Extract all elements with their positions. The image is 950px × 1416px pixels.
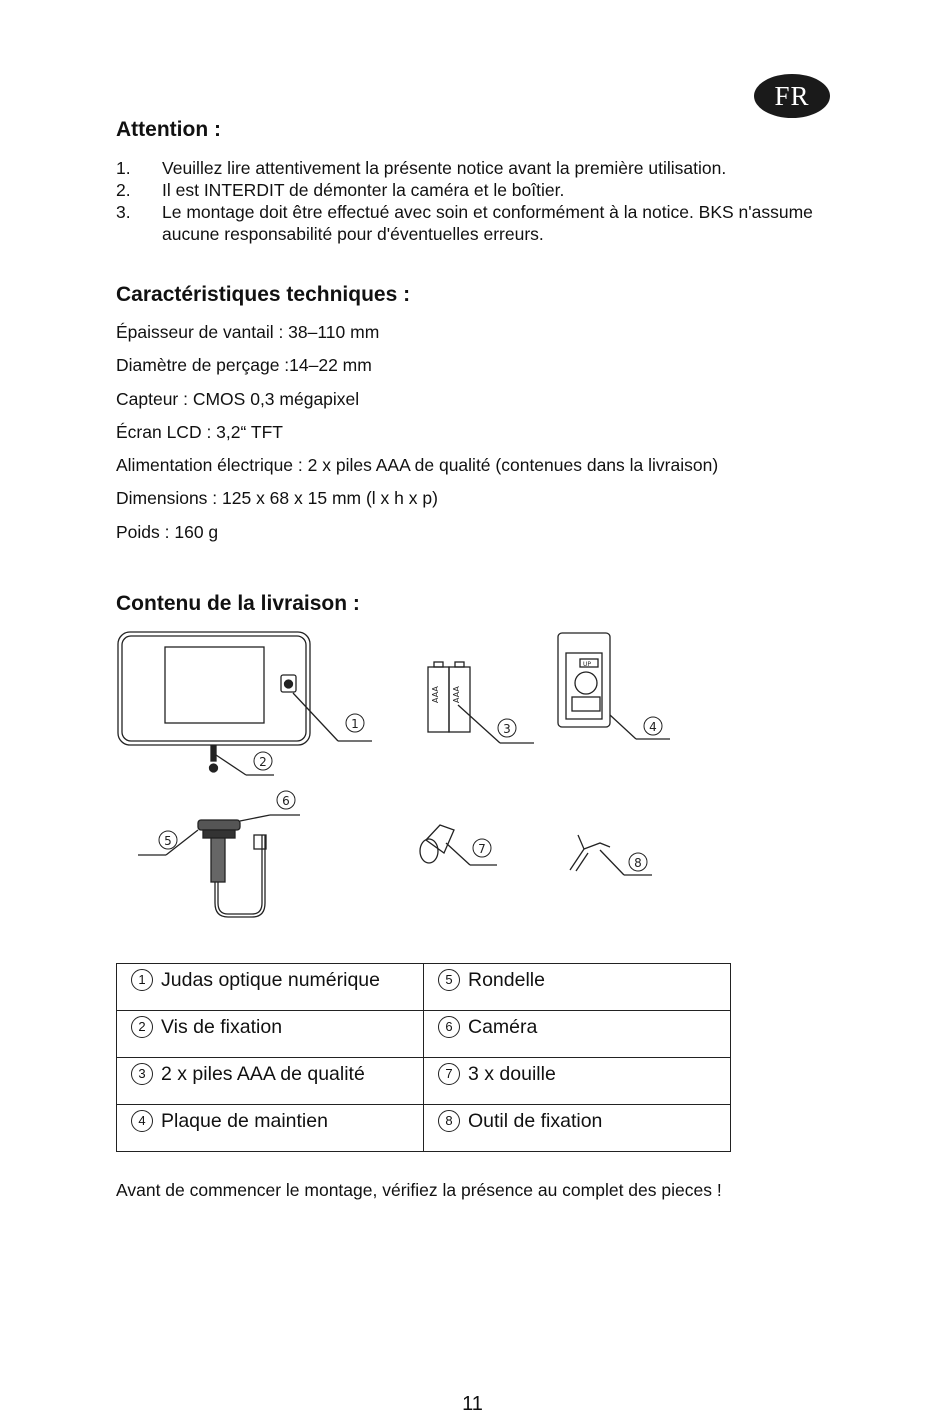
battery-label: AAA — [431, 686, 440, 703]
completeness-note: Avant de commencer le montage, vérifiez la présence au complet des pieces ! — [116, 1180, 722, 1200]
table-cell — [117, 1105, 424, 1152]
list-text: Le montage doit être effectué avec soin et conformément à la notice. BKS n'assume aucune responsabilité pour d'éventuelles erreurs. — [162, 202, 813, 244]
table-cell — [424, 1105, 731, 1152]
spec-line: Dimensions : 125 x 68 x 15 mm (l x h x p) — [116, 488, 438, 509]
callout-number: 2 — [259, 755, 267, 769]
spec-line: Écran LCD : 3,2“ TFT — [116, 421, 283, 442]
digital-viewer-drawing — [118, 632, 372, 745]
list-number: 3. — [116, 202, 131, 222]
table-cell — [424, 1011, 731, 1058]
callout-number: 8 — [634, 856, 642, 870]
table-row — [117, 1058, 731, 1105]
plate-label: UP — [583, 661, 592, 668]
camera-drawing — [138, 815, 300, 917]
specs-list — [116, 320, 718, 553]
callout-number: 7 — [478, 842, 486, 856]
spec-line: Diamètre de perçage :14–22 mm — [116, 355, 372, 376]
list-item — [116, 201, 836, 245]
table-cell — [424, 1058, 731, 1105]
table-row — [117, 964, 731, 1011]
callout-number: 1 — [351, 717, 359, 731]
spec-line: Capteur : CMOS 0,3 mégapixel — [116, 388, 360, 409]
item-number-badge: 5 — [438, 969, 460, 991]
item-label: Rondelle — [468, 969, 545, 991]
item-label: Plaque de maintien — [161, 1110, 328, 1132]
item-label: 2 x piles AAA de qualité — [161, 1063, 365, 1085]
item-label: Caméra — [468, 1016, 538, 1038]
table-cell — [117, 1011, 424, 1058]
item-number-badge: 8 — [438, 1110, 460, 1132]
callout-number: 6 — [282, 794, 290, 808]
list-text: Veuillez lire attentivement la présente notice avant la première utilisation. — [162, 158, 727, 178]
table-cell — [424, 964, 731, 1011]
callout-number: 5 — [164, 834, 172, 848]
attention-heading: Attention : — [116, 118, 221, 141]
item-label: Vis de fixation — [161, 1016, 283, 1038]
spec-line: Épaisseur de vantail : 38–110 mm — [116, 322, 380, 342]
list-number: 1. — [116, 158, 131, 178]
item-label: 3 x douille — [468, 1063, 556, 1085]
specs-heading: Caractéristiques techniques : — [116, 283, 411, 306]
item-number-badge: 7 — [438, 1063, 460, 1085]
callout-number: 3 — [503, 722, 511, 736]
page-number: 11 — [462, 1393, 483, 1415]
callout-number: 4 — [649, 720, 657, 734]
item-number-badge: 1 — [131, 969, 153, 991]
battery-label: AAA — [452, 686, 461, 703]
item-number-badge: 3 — [131, 1063, 153, 1085]
item-number-badge: 6 — [438, 1016, 460, 1038]
table-row — [117, 1105, 731, 1152]
item-label: Judas optique numérique — [161, 969, 380, 991]
table-cell — [117, 1058, 424, 1105]
parts-illustration — [110, 625, 690, 925]
spec-line: Poids : 160 g — [116, 521, 219, 542]
table-cell — [117, 964, 424, 1011]
list-item — [116, 157, 836, 179]
list-text: Il est INTERDIT de démonter la caméra et le boîtier. — [162, 180, 565, 200]
spec-line: Alimentation électrique : 2 x piles AAA de qualité (contenues dans la livraison) — [116, 455, 719, 476]
language-badge: FR — [754, 74, 830, 118]
item-number-badge: 2 — [131, 1016, 153, 1038]
parts-table — [116, 963, 731, 1152]
batteries-drawing — [428, 662, 534, 743]
attention-list — [116, 157, 836, 245]
contents-heading: Contenu de la livraison : — [116, 592, 360, 615]
item-label: Outil de fixation — [468, 1110, 603, 1132]
list-number: 2. — [116, 180, 131, 200]
list-item — [116, 179, 836, 201]
item-number-badge: 4 — [131, 1110, 153, 1132]
table-row — [117, 1011, 731, 1058]
